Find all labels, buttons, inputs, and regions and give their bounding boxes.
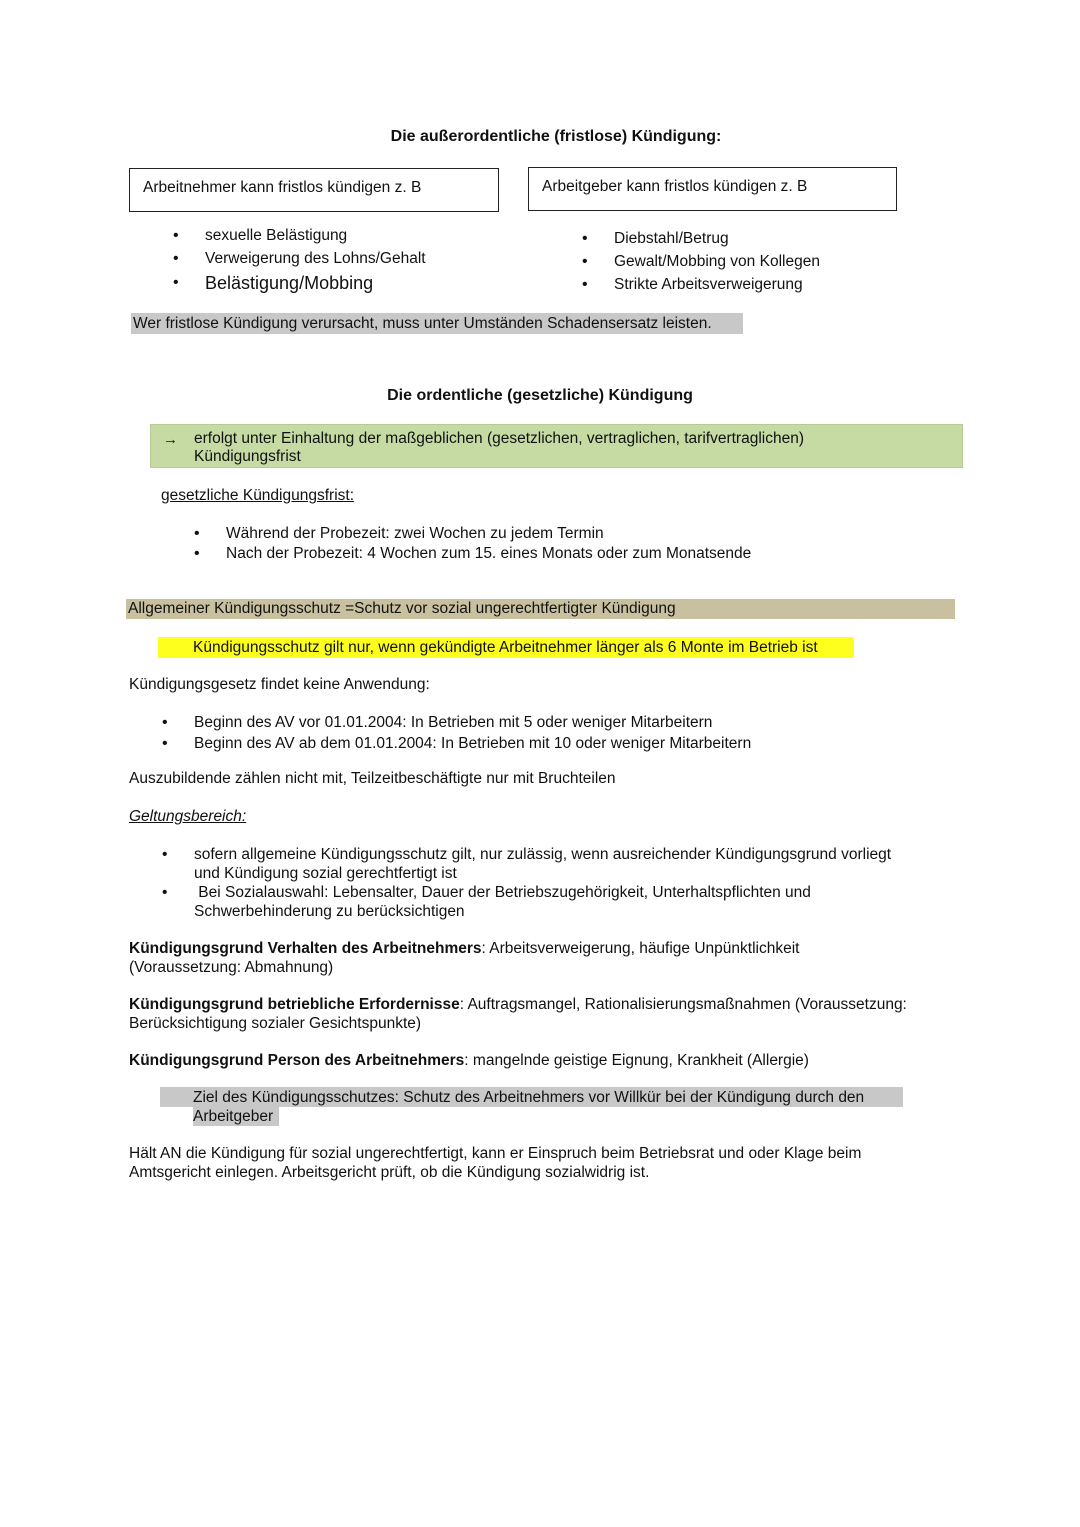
protection-goal-line1: Ziel des Kündigungsschutzes: Schutz des Arbeitnehmers vor Willkür bei der Kündigung durch den (193, 1089, 865, 1106)
scope-item-2: • Bei Sozialauswahl: Lebensalter, Dauer der Betriebszugehörigkeit, Unterhaltspflichten und Schwerbehinderung zu berücksichtigen (162, 884, 811, 920)
list-item: • Beginn des AV ab dem 01.01.2004: In Betrieben mit 10 oder weniger Mitarbeitern (194, 733, 751, 754)
general-protection-heading: Allgemeiner Kündigungsschutz =Schutz vor sozial ungerechtfertigter Kündigung (126, 599, 955, 619)
reason-person-text: : mangelnde geistige Eignung, Krankheit (Allergie) (464, 1052, 809, 1069)
reason-behavior-line2: (Voraussetzung: Abmahnung) (129, 959, 334, 976)
no-application-list (194, 712, 751, 754)
protection-condition-text: Kündigungsschutz gilt nur, wenn gekündigte Arbeitnehmer länger als 6 Monte im Betrieb ist (193, 639, 818, 656)
no-application-heading: Kündigungsgesetz findet keine Anwendung: (129, 676, 430, 693)
notice-period-box (150, 424, 963, 468)
reason-operational-line2: Berücksichtigung sozialer Gesichtspunkte) (129, 1015, 422, 1032)
scope-item-2-line2: Schwerbehinderung zu berücksichtigen (194, 903, 465, 920)
scope-item-1-line2: und Kündigung sozial gerechtfertigt ist (194, 865, 457, 882)
employer-box: Arbeitgeber kann fristlos kündigen z. B (528, 167, 897, 211)
objection-paragraph (129, 1144, 861, 1182)
damages-note: Wer fristlose Kündigung verursacht, muss unter Umständen Schadensersatz leisten. (131, 313, 743, 334)
reason-behavior-label: Kündigungsgrund Verhalten des Arbeitnehmers (129, 940, 482, 957)
notice-period-list (226, 524, 751, 564)
list-item: • Gewalt/Mobbing von Kollegen (614, 250, 820, 273)
employee-reasons-list (205, 224, 426, 296)
list-item: • Belästigung/Mobbing (205, 270, 426, 296)
reason-person (129, 1051, 809, 1070)
title-extraordinary-termination: Die außerordentliche (fristlose) Kündigung: (390, 128, 722, 145)
reason-operational-label: Kündigungsgrund betriebliche Erfordernisse (129, 996, 460, 1013)
scope-item-2-line1: Bei Sozialauswahl: Lebensalter, Dauer der Betriebszugehörigkeit, Unterhaltspflichten und (194, 884, 811, 901)
notice-period-line1: erfolgt unter Einhaltung der maßgeblichen (gesetzlichen, vertraglichen, tarifvertraglichen) (194, 430, 804, 447)
list-item: • Verweigerung des Lohns/Gehalt (205, 247, 426, 270)
employee-box: Arbeitnehmer kann fristlos kündigen z. B (129, 168, 499, 212)
objection-line2: Amtsgericht einlegen. Arbeitsgericht prüft, ob die Kündigung sozialwidrig ist. (129, 1164, 650, 1181)
list-item: • Während der Probezeit: zwei Wochen zu jedem Termin (226, 524, 751, 544)
reason-operational-text: : Auftragsmangel, Rationalisierungsmaßnahmen (Voraussetzung: (459, 996, 907, 1013)
list-item: • sexuelle Belästigung (205, 224, 426, 247)
list-item: • Nach der Probezeit: 4 Wochen zum 15. eines Monats oder zum Monatsende (226, 544, 751, 564)
protection-condition (150, 637, 870, 659)
reason-behavior (129, 939, 799, 977)
employer-reasons-list (614, 227, 820, 296)
reason-operational (129, 995, 907, 1033)
scope-item-1-line1: sofern allgemeine Kündigungsschutz gilt, nur zulässig, wenn ausreichender Kündigungsgrund vorliegt (194, 846, 892, 863)
objection-line1: Hält AN die Kündigung für sozial ungerechtfertigt, kann er Einspruch beim Betriebsrat und oder Klage beim (129, 1145, 862, 1162)
title-ordinary-termination: Die ordentliche (gesetzliche) Kündigung (387, 387, 693, 404)
reason-person-label: Kündigungsgrund Person des Arbeitnehmers (129, 1052, 465, 1069)
scope-heading: Geltungsbereich: (129, 808, 247, 825)
protection-goal (150, 1087, 910, 1129)
scope-item-1: • sofern allgemeine Kündigungsschutz gilt, nur zulässig, wenn ausreichender Kündigungsgrund vorliegt und Kündigung sozial gerechtfertigt ist (162, 846, 892, 882)
list-item: • Diebstahl/Betrug (614, 227, 820, 250)
list-item: • Strikte Arbeitsverweigerung (614, 273, 820, 296)
reason-behavior-text: : Arbeitsverweigerung, häufige Unpünktlichkeit (481, 940, 800, 957)
notice-period-line2: Kündigungsfrist (194, 448, 301, 465)
protection-goal-line2: Arbeitgeber (193, 1108, 274, 1125)
list-item: • Beginn des AV vor 01.01.2004: In Betrieben mit 5 oder weniger Mitarbeitern (194, 712, 751, 733)
arrow-icon: → (163, 431, 178, 448)
statutory-notice-heading: gesetzliche Kündigungsfrist: (161, 487, 355, 504)
trainees-note: Auszubildende zählen nicht mit, Teilzeitbeschäftigte nur mit Bruchteilen (129, 770, 616, 787)
